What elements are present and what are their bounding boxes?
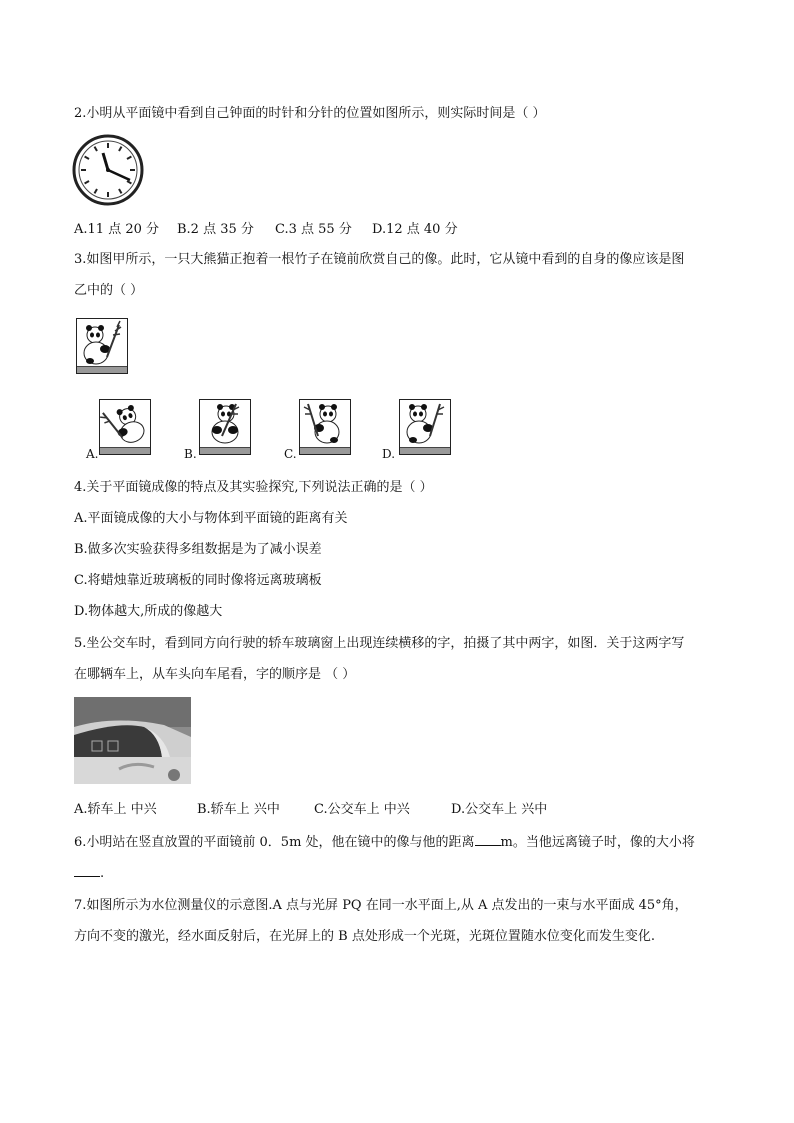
q2-option-b: B.2 点 35 分 [177,222,254,237]
q2-option-a: A.11 点 20 分 [74,222,160,237]
q4-option-a: A.平面镜成像的大小与物体到平面镜的距离有关 [74,511,348,526]
panda-option-a [99,399,151,455]
q5-stem-line1: 5.坐公交车时，看到同方向行驶的轿车玻璃窗上出现连续横移的字，拍摄了其中两字，如图．关于这两字写 [74,636,685,651]
q5-option-c: C.公交车上 中兴 [314,802,410,817]
q6-line1 [74,834,695,851]
q4-option-c: C.将蜡烛靠近玻璃板的同时像将远离玻璃板 [74,573,322,588]
q3-option-d-label: D. [382,447,396,461]
panda-option-d [399,399,451,455]
q6-blank-distance[interactable] [475,834,501,846]
q4-stem: 4.关于平面镜成像的特点及其实验探究,下列说法正确的是（ ） [74,480,433,495]
q6-text-part2: m。当他远离镜子时，像的大小将 [500,835,695,850]
car-window-photo [74,697,191,784]
q2-stem: 2.小明从平面镜中看到自己钟面的时针和分针的位置如图所示，则实际时间是（ ） [74,106,546,121]
q6-text-part1: 6.小明站在竖直放置的平面镜前 0．5m 处，他在镜中的像与他的距离 [74,835,475,850]
panda-option-b [199,399,251,455]
q5-option-b: B.轿车上 兴中 [197,802,280,817]
q7-line1: 7.如图所示为水位测量仪的示意图.A 点与光屏 PQ 在同一水平面上,从 A 点发出的一束与水平面成 45°角， [74,898,688,913]
q7-line2: 方向不变的激光，经水面反射后，在光屏上的 B 点处形成一个光斑，光斑位置随水位变化而发生变化. [74,929,655,944]
q5-option-a: A.轿车上 中兴 [74,802,157,817]
q3-stem-line1: 3.如图甲所示，一只大熊猫正抱着一根竹子在镜前欣赏自己的像。此时，它从镜中看到的自身的像应该是图 [74,252,685,267]
q2-option-d: D.12 点 40 分 [372,222,458,237]
q3-option-b-label: B. [184,447,197,461]
mirror-clock-figure [72,134,144,206]
q3-stem-line2: 乙中的（ ） [74,283,144,298]
q4-option-d: D.物体越大,所成的像越大 [74,604,223,619]
q3-option-a-label: A. [86,447,99,461]
panda-icon [400,400,450,448]
q6-text-end: . [100,866,105,881]
q6-line2 [74,865,104,882]
q4-option-b: B.做多次实验获得多组数据是为了减小误差 [74,542,322,557]
q5-stem-line2: 在哪辆车上，从车头向车尾看，字的顺序是 （ ） [74,667,356,682]
panda-option-c [299,399,351,455]
panda-figure-jia [76,318,128,374]
panda-icon [77,319,127,367]
panda-icon [100,400,150,448]
panda-icon [300,400,350,448]
q2-option-c: C.3 点 55 分 [275,222,352,237]
q6-blank-size[interactable] [74,865,100,877]
car-photo-illustration [74,697,191,784]
q5-option-d: D.公交车上 兴中 [451,802,548,817]
panda-icon [200,400,250,448]
q3-option-c-label: C. [284,447,297,461]
